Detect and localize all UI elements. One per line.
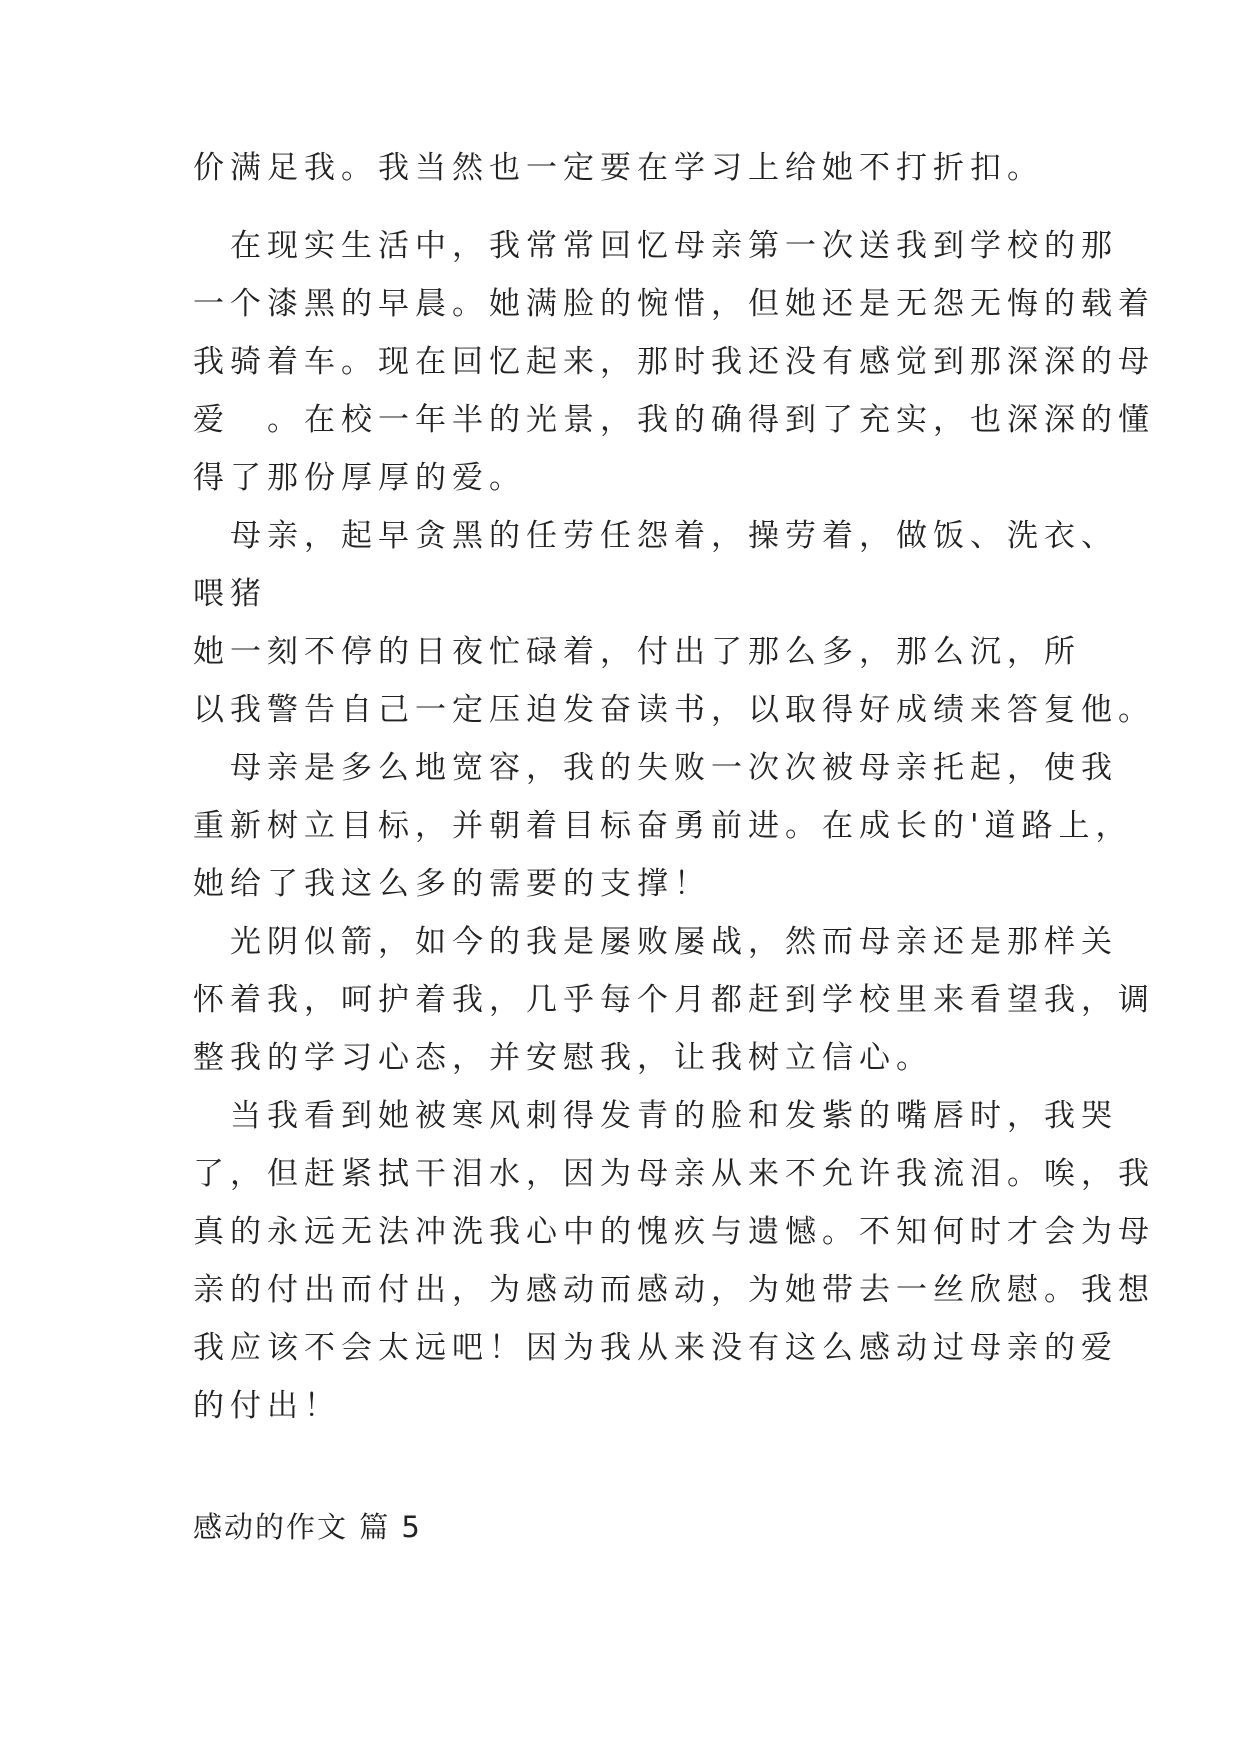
text-line: 价满足我。我当然也一定要在学习上给她不打折扣。 [193, 150, 1044, 186]
text-line: 亲的付出而付出，为感动而感动，为她带去一丝欣慰。我想 [193, 1272, 1155, 1308]
text-line: 光阴似箭，如今的我是屡败屡战，然而母亲还是那样关 [193, 924, 1118, 960]
text-line: 了，但赶紧拭干泪水，因为母亲从来不允许我流泪。唉，我 [193, 1156, 1155, 1192]
text-line: 我骑着车。现在回忆起来，那时我还没有感觉到那深深的母 [193, 344, 1155, 380]
text-line: 的付出！ [193, 1388, 341, 1424]
text-line: 一个漆黑的早晨。她满脸的惋惜，但她还是无怨无悔的载着 [193, 286, 1155, 322]
text-line: 母亲，起早贪黑的任劳任怨着，操劳着，做饭、洗衣、 [193, 518, 1118, 554]
text-line: 整我的学习心态，并安慰我，让我树立信心。 [193, 1040, 933, 1076]
text-line: 我应该不会太远吧！因为我从来没有这么感动过母亲的爱 [193, 1330, 1118, 1366]
text-line: 在现实生活中，我常常回忆母亲第一次送我到学校的那 [193, 228, 1118, 264]
text-line: 她一刻不停的日夜忙碌着，付出了那么多，那么沉，所 [193, 634, 1081, 670]
text-line: 她给了我这么多的需要的支撑！ [193, 866, 711, 902]
text-line: 以我警告自己一定压迫发奋读书，以取得好成绩来答复他。 [193, 692, 1155, 728]
text-line: 重新树立目标，并朝着目标奋勇前进。在成长的'道路上， [193, 808, 1133, 844]
text-line: 母亲是多么地宽容，我的失败一次次被母亲托起，使我 [193, 750, 1118, 786]
text-line: 真的永远无法冲洗我心中的愧疚与遗憾。不知何时才会为母 [193, 1214, 1155, 1250]
text-line: 当我看到她被寒风刺得发青的脸和发紫的嘴唇时，我哭 [193, 1098, 1118, 1134]
text-line: 喂猪 [193, 576, 267, 612]
section-heading: 感动的作文 篇 5 [193, 1510, 422, 1544]
text-line: 爱 。在校一年半的光景，我的确得到了充实，也深深的懂 [193, 402, 1155, 438]
text-line: 得了那份厚厚的爱。 [193, 460, 526, 496]
text-line: 怀着我，呵护着我，几乎每个月都赶到学校里来看望我，调 [193, 982, 1155, 1018]
